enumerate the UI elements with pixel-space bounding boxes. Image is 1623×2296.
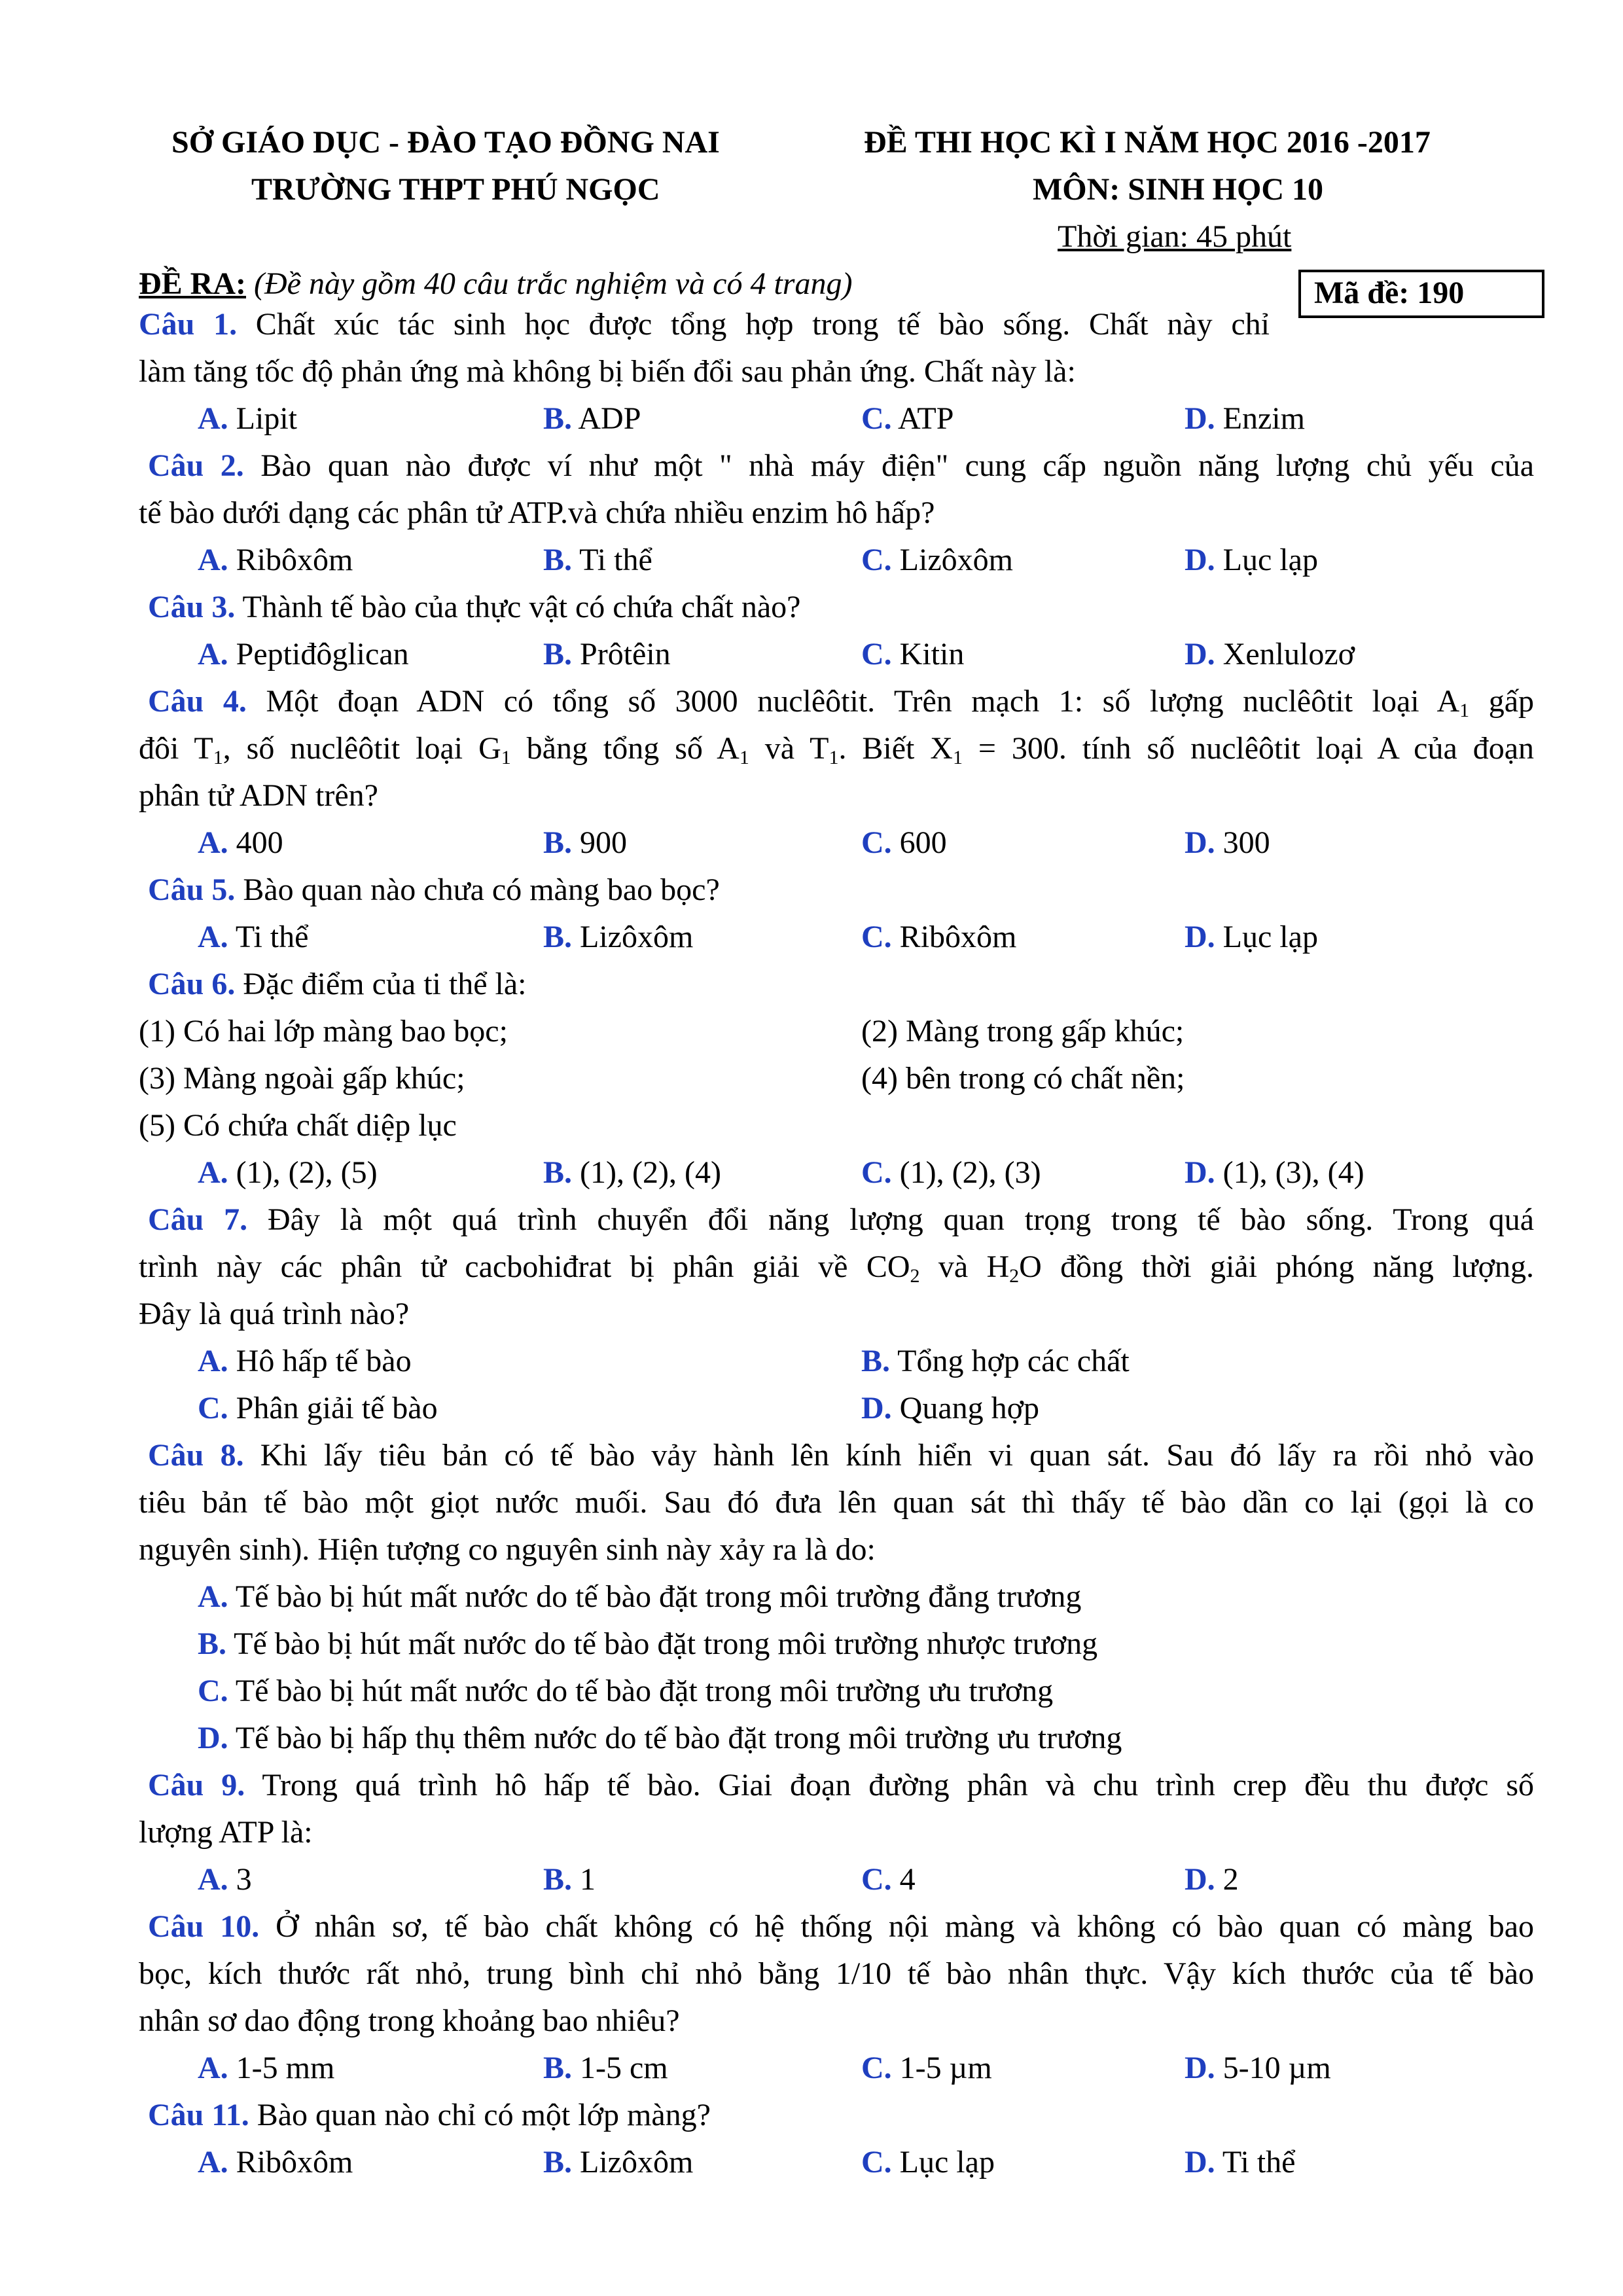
q10-option-b[interactable]: B. 1-5 cm [543, 2051, 668, 2085]
q11-label: Câu 11. [148, 2098, 249, 2132]
department-name: SỞ GIÁO DỤC - ĐÀO TẠO ĐỒNG NAI [171, 125, 720, 160]
q10-line1: Câu 10. Ở nhân sơ, tế bào chất không có hệ thống nội màng và không có bào quan có màng bao [148, 1909, 1535, 1944]
q6-statement-2: (2) Màng trong gấp khúc; [861, 1014, 1185, 1049]
q2-option-b[interactable]: B. Ti thể [543, 543, 652, 577]
q11-line1: Câu 11. Bào quan nào chỉ có một lớp màng? [148, 2098, 711, 2132]
exam-code-box: Mã đề: 190 [1298, 270, 1544, 318]
exam-title: ĐỀ THI HỌC KÌ I NĂM HỌC 2016 -2017 [864, 125, 1431, 160]
q2-option-d[interactable]: D. Lục lạp [1185, 543, 1318, 577]
q7-option-b[interactable]: B. Tổng hợp các chất [861, 1344, 1130, 1378]
q3-line1: Câu 3. Thành tế bào của thực vật có chứa chất nào? [148, 590, 801, 624]
q6-statement-4: (4) bên trong có chất nền; [861, 1061, 1185, 1096]
q5-option-b[interactable]: B. Lizôxôm [543, 920, 694, 954]
q4-line3: phân tử ADN trên? [139, 778, 378, 813]
q10-option-d[interactable]: D. 5-10 µm [1185, 2051, 1331, 2085]
q7-line1: Câu 7. Đây là một quá trình chuyển đổi năng lượng quan trọng trong tế bào sống. Trong quá [148, 1202, 1535, 1237]
q1-option-a[interactable]: A. Lipit [198, 401, 297, 436]
q3-option-d[interactable]: D. Xenlulozơ [1185, 637, 1355, 672]
q7-option-c[interactable]: C. Phân giải tế bào [198, 1391, 438, 1426]
q9-label: Câu 9. [148, 1768, 245, 1803]
q6-option-b[interactable]: B. (1), (2), (4) [543, 1155, 721, 1190]
q8-option-b[interactable]: B. Tế bào bị hút mất nước do tế bào đặt trong môi trường nhược trương [198, 1626, 1098, 1661]
q9-option-c[interactable]: C. 4 [861, 1862, 916, 1897]
q10-label: Câu 10. [148, 1909, 260, 1944]
q3-option-a[interactable]: A. Peptiđôglican [198, 637, 409, 672]
q1-line1: Câu 1. Chất xúc tác sinh học được tổng hợp trong tế bào sống. Chất này chỉ [139, 307, 1270, 342]
q11-option-d[interactable]: D. Ti thể [1185, 2145, 1296, 2179]
q2-line1: Câu 2. Bào quan nào được ví như một " nhà máy điện" cung cấp nguồn năng lượng chủ yếu của [148, 448, 1534, 483]
q4-option-c[interactable]: C. 600 [861, 825, 947, 860]
q2-option-a[interactable]: A. Ribôxôm [198, 543, 353, 577]
intro-line [139, 263, 852, 305]
intro-note: (Đề này gồm 40 câu trắc nghiệm và có 4 trang) [246, 266, 853, 301]
q3-option-b[interactable]: B. Prôtêin [543, 637, 671, 672]
q3-option-c[interactable]: C. Kitin [861, 637, 965, 672]
q7-option-a[interactable]: A. Hô hấp tế bào [198, 1344, 412, 1378]
school-name: TRƯỜNG THPT PHÚ NGỌC [251, 172, 660, 207]
q8-option-a[interactable]: A. Tế bào bị hút mất nước do tế bào đặt trong môi trường đẳng trương [198, 1579, 1082, 1614]
q10-line2: bọc, kích thước rất nhỏ, trung bình chỉ nhỏ bằng 1/10 tế bào nhân thực. Vậy kích thước của tế bào [139, 1956, 1534, 1991]
q5-option-a[interactable]: A. Ti thể [198, 920, 309, 954]
q9-line1: Câu 9. Trong quá trình hô hấp tế bào. Giai đoạn đường phân và chu trình crep đều thu được số [148, 1768, 1535, 1803]
q1-option-b[interactable]: B. ADP [543, 401, 641, 436]
q6-label: Câu 6. [148, 967, 236, 1001]
q4-line1: Câu 4. Một đoạn ADN có tổng số 3000 nuclêôtit. Trên mạch 1: số lượng nuclêôtit loại $A_1$ gấp [148, 684, 1535, 721]
q1-option-c[interactable]: C. ATP [861, 401, 954, 436]
q8-line1: Câu 8. Khi lấy tiêu bản có tế bào vảy hành lên kính hiển vi quan sát. Sau đó lấy ra rồi nhỏ vào [148, 1438, 1535, 1473]
q4-label: Câu 4. [148, 684, 247, 719]
q4-line2: đôi $T_1$, số nuclêôtit loại $G_1$ bằng tổng số $A_1$ và $T_1$. Biết $X_1 = 300$. tính số nuclêôtit loại A của đoạn [139, 731, 1535, 768]
q10-option-a[interactable]: A. 1-5 mm [198, 2051, 335, 2085]
q6-statement-3: (3) Màng ngoài gấp khúc; [139, 1061, 465, 1096]
q8-line2: tiêu bản tế bào một giọt nước muối. Sau đó đưa lên quan sát thì thấy tế bào dần co lại (gọi là co [139, 1485, 1534, 1520]
q8-option-d[interactable]: D. Tế bào bị hấp thụ thêm nước do tế bào đặt trong môi trường ưu trương [198, 1721, 1122, 1755]
q7-option-d[interactable]: D. Quang hợp [861, 1391, 1040, 1426]
q6-option-c[interactable]: C. (1), (2), (3) [861, 1155, 1041, 1190]
q2-label: Câu 2. [148, 448, 244, 483]
q8-label: Câu 8. [148, 1438, 244, 1473]
subject-title: MÔN: SINH HỌC 10 [1033, 172, 1323, 207]
q1-line2: làm tăng tốc độ phản ứng mà không bị biến đổi sau phản ứng. Chất này là: [139, 354, 1076, 389]
q6-option-d[interactable]: D. (1), (3), (4) [1185, 1155, 1364, 1190]
q2-line2: tế bào dưới dạng các phân tử ATP.và chứa nhiều enzim hô hấp? [139, 495, 935, 530]
q6-option-a[interactable]: A. (1), (2), (5) [198, 1155, 378, 1190]
q4-option-a[interactable]: A. 400 [198, 825, 283, 860]
q5-option-d[interactable]: D. Lục lạp [1185, 920, 1318, 954]
q9-option-d[interactable]: D. 2 [1185, 1862, 1239, 1897]
q4-option-d[interactable]: D. 300 [1185, 825, 1270, 860]
q11-option-b[interactable]: B. Lizôxôm [543, 2145, 694, 2179]
q11-option-a[interactable]: A. Ribôxôm [198, 2145, 353, 2179]
q11-option-c[interactable]: C. Lục lạp [861, 2145, 995, 2179]
q6-statement-5: (5) Có chứa chất diệp lục [139, 1108, 457, 1143]
q1-option-d[interactable]: D. Enzim [1185, 401, 1305, 436]
q10-option-c[interactable]: C. 1-5 µm [861, 2051, 992, 2085]
q5-label: Câu 5. [148, 872, 236, 907]
q9-line2: lượng ATP là: [139, 1815, 313, 1850]
q7-line2: trình này các phân tử cacbohiđrat bị phân giải về $CO_2$ và $H_2O$ đồng thời giải phóng năng lượng. [139, 1249, 1535, 1287]
q3-label: Câu 3. [148, 590, 236, 624]
exam-time: Thời gian: 45 phút [1058, 219, 1292, 254]
q5-option-c[interactable]: C. Ribôxôm [861, 920, 1017, 954]
q4-option-b[interactable]: B. 900 [543, 825, 628, 860]
q2-option-c[interactable]: C. Lizôxôm [861, 543, 1013, 577]
q8-option-c[interactable]: C. Tế bào bị hút mất nước do tế bào đặt trong môi trường ưu trương [198, 1674, 1054, 1708]
q5-line1: Câu 5. Bào quan nào chưa có màng bao bọc? [148, 872, 720, 907]
q7-label: Câu 7. [148, 1202, 248, 1237]
q6-line1: Câu 6. Đặc điểm của ti thể là: [148, 967, 527, 1001]
q1-label: Câu 1. [139, 307, 238, 342]
q6-statement-1: (1) Có hai lớp màng bao bọc; [139, 1014, 508, 1049]
q7-line3: Đây là quá trình nào? [139, 1297, 410, 1331]
q9-option-b[interactable]: B. 1 [543, 1862, 596, 1897]
q9-option-a[interactable]: A. 3 [198, 1862, 252, 1897]
q10-line3: nhân sơ dao động trong khoảng bao nhiêu? [139, 2003, 680, 2038]
intro-label: ĐỀ RA: [139, 266, 246, 301]
q8-line3: nguyên sinh). Hiện tượng co nguyên sinh này xảy ra là do: [139, 1532, 876, 1567]
